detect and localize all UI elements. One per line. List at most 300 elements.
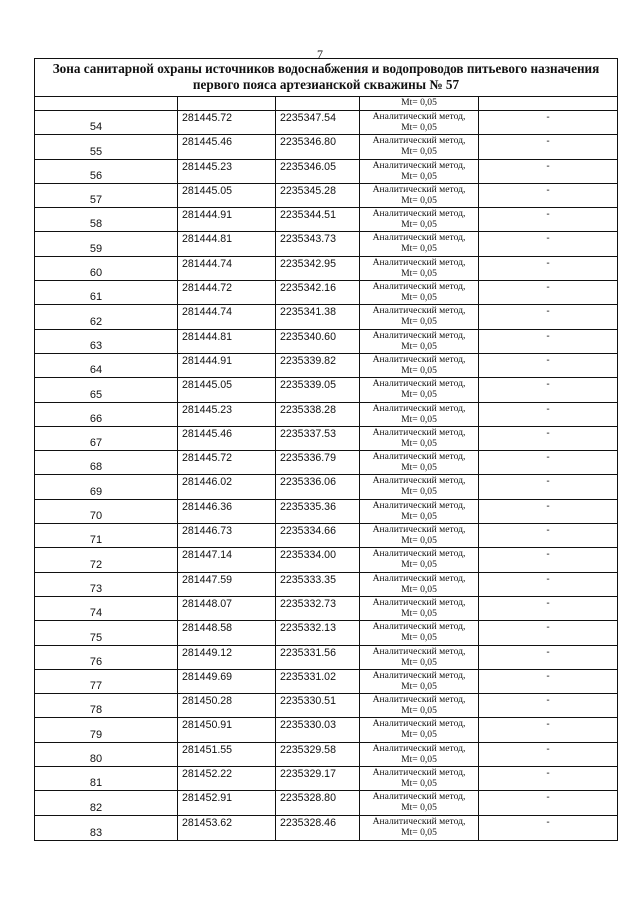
cell-x — [178, 208, 276, 231]
cell-y — [276, 670, 360, 693]
method-name: Аналитический метод, — [372, 305, 466, 317]
x-coordinate: 281444.81 — [182, 330, 233, 343]
method-accuracy: Mt= 0,05 — [401, 219, 437, 231]
method-name: Аналитический метод, — [372, 621, 466, 633]
cell-x — [178, 767, 276, 790]
note-dash: - — [546, 792, 550, 804]
y-coordinate: 2235346.80 — [280, 136, 336, 149]
cell-num — [35, 281, 178, 304]
cell-num — [35, 791, 178, 814]
cell-method — [360, 305, 479, 328]
method-accuracy: Mt= 0,05 — [401, 680, 437, 692]
cell-num — [35, 451, 178, 474]
cell-x — [178, 524, 276, 547]
method-accuracy: Mt= 0,05 — [401, 826, 437, 838]
cell-x — [178, 500, 276, 523]
cell-y — [276, 305, 360, 328]
table-row — [35, 718, 617, 742]
table-row — [35, 111, 617, 135]
method-name: Аналитический метод, — [372, 135, 466, 147]
method-name: Аналитический метод, — [372, 111, 466, 122]
table-row — [35, 281, 617, 305]
method-name: Аналитический метод, — [372, 232, 466, 244]
cell-y — [276, 354, 360, 377]
method-accuracy: Mt= 0,05 — [401, 632, 437, 644]
cell-y — [276, 257, 360, 280]
cell-y — [276, 111, 360, 134]
cell-x — [178, 451, 276, 474]
cell-note — [479, 524, 617, 547]
table-row — [35, 330, 617, 354]
table-row — [35, 500, 617, 524]
x-coordinate: 281450.28 — [182, 695, 233, 708]
method-accuracy: Mt= 0,05 — [401, 462, 437, 474]
cell-y — [276, 184, 360, 207]
method-accuracy: Mt= 0,05 — [401, 656, 437, 668]
table-row — [35, 451, 617, 475]
cell-method — [360, 135, 479, 158]
cell-method — [360, 816, 479, 840]
cell-y — [276, 548, 360, 571]
table-title-line-1: Зона санитарной охраны источников водоснабжения и водопроводов питьевого назначения — [52, 61, 600, 76]
method-name: Аналитический метод, — [372, 281, 466, 293]
cell-num — [35, 305, 178, 328]
point-number: 75 — [89, 631, 103, 644]
table-title — [35, 59, 617, 97]
cell-method — [360, 403, 479, 426]
cell-num — [35, 573, 178, 596]
y-coordinate: 2235333.35 — [280, 573, 336, 586]
method-accuracy: Mt= 0,05 — [401, 802, 437, 814]
cell-num — [35, 184, 178, 207]
cell-x — [178, 646, 276, 669]
cell-y — [276, 135, 360, 158]
cell-note — [479, 378, 617, 401]
y-coordinate: 2235336.06 — [280, 476, 336, 489]
method-accuracy: Mt= 0,05 — [401, 510, 437, 522]
cell-method — [360, 354, 479, 377]
cell-x — [178, 427, 276, 450]
x-coordinate: 281452.91 — [182, 792, 233, 805]
cell-y — [276, 500, 360, 523]
table-row — [35, 767, 617, 791]
y-coordinate: 2235334.00 — [280, 549, 336, 562]
cell-note — [479, 160, 617, 183]
note-dash: - — [546, 525, 550, 537]
table-row — [35, 694, 617, 718]
cell-x — [178, 718, 276, 741]
method-accuracy: Mt= 0,05 — [401, 292, 437, 304]
cell-num — [35, 403, 178, 426]
point-number: 79 — [89, 728, 103, 741]
cell-method — [360, 281, 479, 304]
cell-note — [479, 403, 617, 426]
y-coordinate: 2235338.28 — [280, 403, 336, 416]
x-coordinate: 281444.72 — [182, 282, 233, 295]
cell-x — [178, 403, 276, 426]
cell-method — [360, 646, 479, 669]
cell-x — [178, 743, 276, 766]
table-row — [35, 305, 617, 329]
cell-note — [479, 500, 617, 523]
table-row — [35, 816, 617, 840]
note-dash: - — [546, 379, 550, 391]
point-number: 77 — [89, 680, 103, 693]
point-number: 76 — [89, 655, 103, 668]
x-coordinate: 281445.72 — [182, 112, 233, 124]
table-row — [35, 403, 617, 427]
method-name: Аналитический метод, — [372, 524, 466, 536]
note-dash: - — [546, 306, 550, 318]
x-coordinate: 281452.22 — [182, 768, 233, 781]
method-accuracy: Mt= 0,05 — [401, 753, 437, 765]
cell-num — [35, 257, 178, 280]
x-coordinate: 281444.81 — [182, 233, 233, 246]
y-coordinate: 2235339.05 — [280, 379, 336, 392]
method-name: Аналитический метод, — [372, 645, 466, 657]
method-name: Аналитический метод, — [372, 329, 466, 341]
cell-x — [178, 621, 276, 644]
cell-method — [360, 330, 479, 353]
cell-x — [178, 97, 276, 110]
cell-y — [276, 427, 360, 450]
x-coordinate: 281445.46 — [182, 136, 233, 149]
x-coordinate: 281450.91 — [182, 719, 233, 732]
method-name: Аналитический метод, — [372, 402, 466, 414]
method-name: Аналитический метод, — [372, 572, 466, 584]
y-coordinate: 2235342.16 — [280, 282, 336, 295]
note-dash: - — [546, 330, 550, 342]
table-row — [35, 791, 617, 815]
y-coordinate: 2235330.51 — [280, 695, 336, 708]
x-coordinate: 281447.59 — [182, 573, 233, 586]
table-row — [35, 354, 617, 378]
y-coordinate: 2235328.80 — [280, 792, 336, 805]
note-dash: - — [546, 282, 550, 294]
cell-num — [35, 160, 178, 183]
cell-y — [276, 208, 360, 231]
table-row — [35, 646, 617, 670]
cell-num — [35, 232, 178, 255]
x-coordinate: 281446.36 — [182, 500, 233, 513]
y-coordinate: 2235337.53 — [280, 427, 336, 440]
cell-num — [35, 524, 178, 547]
point-number: 63 — [89, 339, 103, 352]
cell-num — [35, 670, 178, 693]
point-number: 73 — [89, 582, 103, 595]
table-row — [35, 670, 617, 694]
cell-y — [276, 694, 360, 717]
cell-note — [479, 767, 617, 790]
method-name: Аналитический метод, — [372, 694, 466, 706]
table-row-continued — [35, 97, 617, 111]
point-number: 64 — [89, 364, 103, 377]
x-coordinate: 281447.14 — [182, 549, 233, 562]
cell-num — [35, 330, 178, 353]
cell-y — [276, 791, 360, 814]
cell-y — [276, 232, 360, 255]
point-number: 67 — [89, 437, 103, 450]
cell-method — [360, 500, 479, 523]
x-coordinate: 281448.07 — [182, 597, 233, 610]
method-name: Аналитический метод, — [372, 548, 466, 560]
point-number: 66 — [89, 412, 103, 425]
cell-x — [178, 597, 276, 620]
x-coordinate: 281445.46 — [182, 427, 233, 440]
cell-y — [276, 816, 360, 840]
table-row — [35, 208, 617, 232]
cell-note — [479, 816, 617, 840]
x-coordinate: 281446.73 — [182, 525, 233, 538]
cell-method — [360, 621, 479, 644]
y-coordinate: 2235331.56 — [280, 646, 336, 659]
cell-note — [479, 257, 617, 280]
method-name: Аналитический метод, — [372, 596, 466, 608]
method-accuracy: Mt= 0,05 — [401, 170, 437, 182]
note-dash: - — [546, 646, 550, 658]
cell-x — [178, 548, 276, 571]
method-name: Аналитический метод, — [372, 378, 466, 390]
y-coordinate: 2235344.51 — [280, 209, 336, 222]
point-number: 57 — [89, 194, 103, 207]
cell-num — [35, 718, 178, 741]
table-row — [35, 232, 617, 256]
note-dash: - — [546, 500, 550, 512]
cell-x — [178, 573, 276, 596]
y-coordinate: 2235346.05 — [280, 160, 336, 173]
note-dash: - — [546, 160, 550, 172]
x-coordinate: 281449.12 — [182, 646, 233, 659]
cell-method — [360, 111, 479, 134]
cell-note — [479, 208, 617, 231]
cell-method — [360, 232, 479, 255]
x-coordinate: 281451.55 — [182, 743, 233, 756]
cell-y — [276, 160, 360, 183]
cell-y — [276, 621, 360, 644]
cell-num — [35, 427, 178, 450]
cell-num — [35, 767, 178, 790]
method-accuracy: Mt= 0,05 — [401, 364, 437, 376]
point-number: 70 — [89, 510, 103, 523]
table-row — [35, 378, 617, 402]
cell-x — [178, 378, 276, 401]
table-row — [35, 743, 617, 767]
cell-note — [479, 621, 617, 644]
cell-y — [276, 718, 360, 741]
cell-y — [276, 524, 360, 547]
cell-x — [178, 330, 276, 353]
method-name: Аналитический метод, — [372, 718, 466, 730]
point-number: 61 — [89, 291, 103, 304]
cell-note — [479, 135, 617, 158]
method-accuracy: Mt= 0,05 — [401, 389, 437, 401]
cell-num — [35, 475, 178, 498]
cell-note — [479, 718, 617, 741]
cell-method — [360, 208, 479, 231]
cell-num — [35, 135, 178, 158]
table-title-line-2: первого пояса артезианской скважины № 57 — [192, 77, 460, 92]
point-number: 56 — [89, 169, 103, 182]
table-row — [35, 597, 617, 621]
point-number: 65 — [89, 388, 103, 401]
cell-note — [479, 281, 617, 304]
cell-method — [360, 378, 479, 401]
cell-note — [479, 184, 617, 207]
y-coordinate: 2235332.73 — [280, 597, 336, 610]
cell-y — [276, 451, 360, 474]
method-name: Аналитический метод, — [372, 208, 466, 220]
note-dash: - — [546, 622, 550, 634]
table-row — [35, 573, 617, 597]
y-coordinate: 2235329.58 — [280, 743, 336, 756]
x-coordinate: 281445.05 — [182, 379, 233, 392]
table-row — [35, 621, 617, 645]
note-dash: - — [546, 354, 550, 366]
note-dash: - — [546, 427, 550, 439]
cell-x — [178, 184, 276, 207]
cell-note — [479, 475, 617, 498]
point-number: 55 — [89, 145, 103, 158]
page-number: 7 — [317, 47, 323, 61]
method-accuracy: Mt= 0,05 — [401, 705, 437, 717]
point-number: 68 — [89, 461, 103, 474]
y-coordinate: 2235330.03 — [280, 719, 336, 732]
y-coordinate: 2235340.60 — [280, 330, 336, 343]
point-number: 82 — [89, 801, 103, 814]
note-dash: - — [546, 136, 550, 148]
method-name: Аналитический метод, — [372, 183, 466, 195]
cell-method — [360, 160, 479, 183]
cell-num — [35, 597, 178, 620]
point-number: 60 — [89, 267, 103, 280]
cell-method — [360, 97, 479, 110]
cell-note — [479, 305, 617, 328]
cell-y — [276, 403, 360, 426]
method-name: Аналитический метод, — [372, 815, 466, 827]
note-dash: - — [546, 670, 550, 682]
cell-note — [479, 97, 617, 110]
method-accuracy: Mt= 0,05 — [401, 486, 437, 498]
note-dash: - — [546, 597, 550, 609]
note-dash: - — [546, 695, 550, 707]
method-name: Аналитический метод, — [372, 767, 466, 779]
cell-method — [360, 573, 479, 596]
cell-num — [35, 500, 178, 523]
method-name: Аналитический метод, — [372, 669, 466, 681]
table-row — [35, 427, 617, 451]
note-dash: - — [546, 233, 550, 245]
note-dash: - — [546, 476, 550, 488]
cell-note — [479, 330, 617, 353]
y-coordinate: 2235341.38 — [280, 306, 336, 319]
cell-num — [35, 743, 178, 766]
method-accuracy: Mt= 0,05 — [401, 340, 437, 352]
y-coordinate: 2235336.79 — [280, 452, 336, 465]
x-coordinate: 281449.69 — [182, 670, 233, 683]
cell-method — [360, 694, 479, 717]
table-row — [35, 475, 617, 499]
cell-x — [178, 694, 276, 717]
cell-x — [178, 670, 276, 693]
point-number: 83 — [89, 826, 103, 839]
point-number: 69 — [89, 485, 103, 498]
method-accuracy: Mt= 0,05 — [401, 97, 437, 108]
method-name: Аналитический метод, — [372, 791, 466, 803]
cell-method — [360, 670, 479, 693]
x-coordinate: 281448.58 — [182, 622, 233, 635]
note-dash: - — [546, 743, 550, 755]
y-coordinate: 2235347.54 — [280, 112, 336, 124]
cell-method — [360, 257, 479, 280]
cell-num — [35, 97, 178, 110]
x-coordinate: 281444.74 — [182, 257, 233, 270]
cell-x — [178, 257, 276, 280]
cell-y — [276, 378, 360, 401]
point-number: 58 — [89, 218, 103, 231]
x-coordinate: 281453.62 — [182, 816, 233, 829]
cell-num — [35, 816, 178, 840]
cell-x — [178, 160, 276, 183]
cell-num — [35, 378, 178, 401]
cell-y — [276, 475, 360, 498]
cell-method — [360, 791, 479, 814]
y-coordinate: 2235334.66 — [280, 525, 336, 538]
method-accuracy: Mt= 0,05 — [401, 413, 437, 425]
cell-note — [479, 573, 617, 596]
method-name: Аналитический метод, — [372, 256, 466, 268]
x-coordinate: 281445.23 — [182, 160, 233, 173]
y-coordinate: 2235329.17 — [280, 768, 336, 781]
note-dash: - — [546, 816, 550, 828]
cell-note — [479, 670, 617, 693]
note-dash: - — [546, 549, 550, 561]
cell-method — [360, 743, 479, 766]
method-accuracy: Mt= 0,05 — [401, 146, 437, 158]
method-accuracy: Mt= 0,05 — [401, 583, 437, 595]
cell-method — [360, 718, 479, 741]
cell-x — [178, 791, 276, 814]
point-number: 74 — [89, 607, 103, 620]
cell-y — [276, 330, 360, 353]
method-accuracy: Mt= 0,05 — [401, 194, 437, 206]
y-coordinate: 2235339.82 — [280, 354, 336, 367]
table-row — [35, 184, 617, 208]
cell-x — [178, 305, 276, 328]
cell-note — [479, 743, 617, 766]
cell-method — [360, 475, 479, 498]
method-accuracy: Mt= 0,05 — [401, 122, 437, 133]
table-body — [35, 111, 617, 840]
cell-num — [35, 694, 178, 717]
y-coordinate: 2235331.02 — [280, 670, 336, 683]
cell-x — [178, 281, 276, 304]
cell-method — [360, 184, 479, 207]
table-row — [35, 135, 617, 159]
y-coordinate: 2235328.46 — [280, 816, 336, 829]
note-dash: - — [546, 257, 550, 269]
method-name: Аналитический метод, — [372, 426, 466, 438]
cell-method — [360, 451, 479, 474]
cell-note — [479, 232, 617, 255]
cell-y — [276, 597, 360, 620]
note-dash: - — [546, 209, 550, 221]
y-coordinate: 2235343.73 — [280, 233, 336, 246]
method-name: Аналитический метод, — [372, 353, 466, 365]
table-row — [35, 160, 617, 184]
cell-num — [35, 548, 178, 571]
cell-x — [178, 135, 276, 158]
coordinates-table — [34, 58, 618, 841]
